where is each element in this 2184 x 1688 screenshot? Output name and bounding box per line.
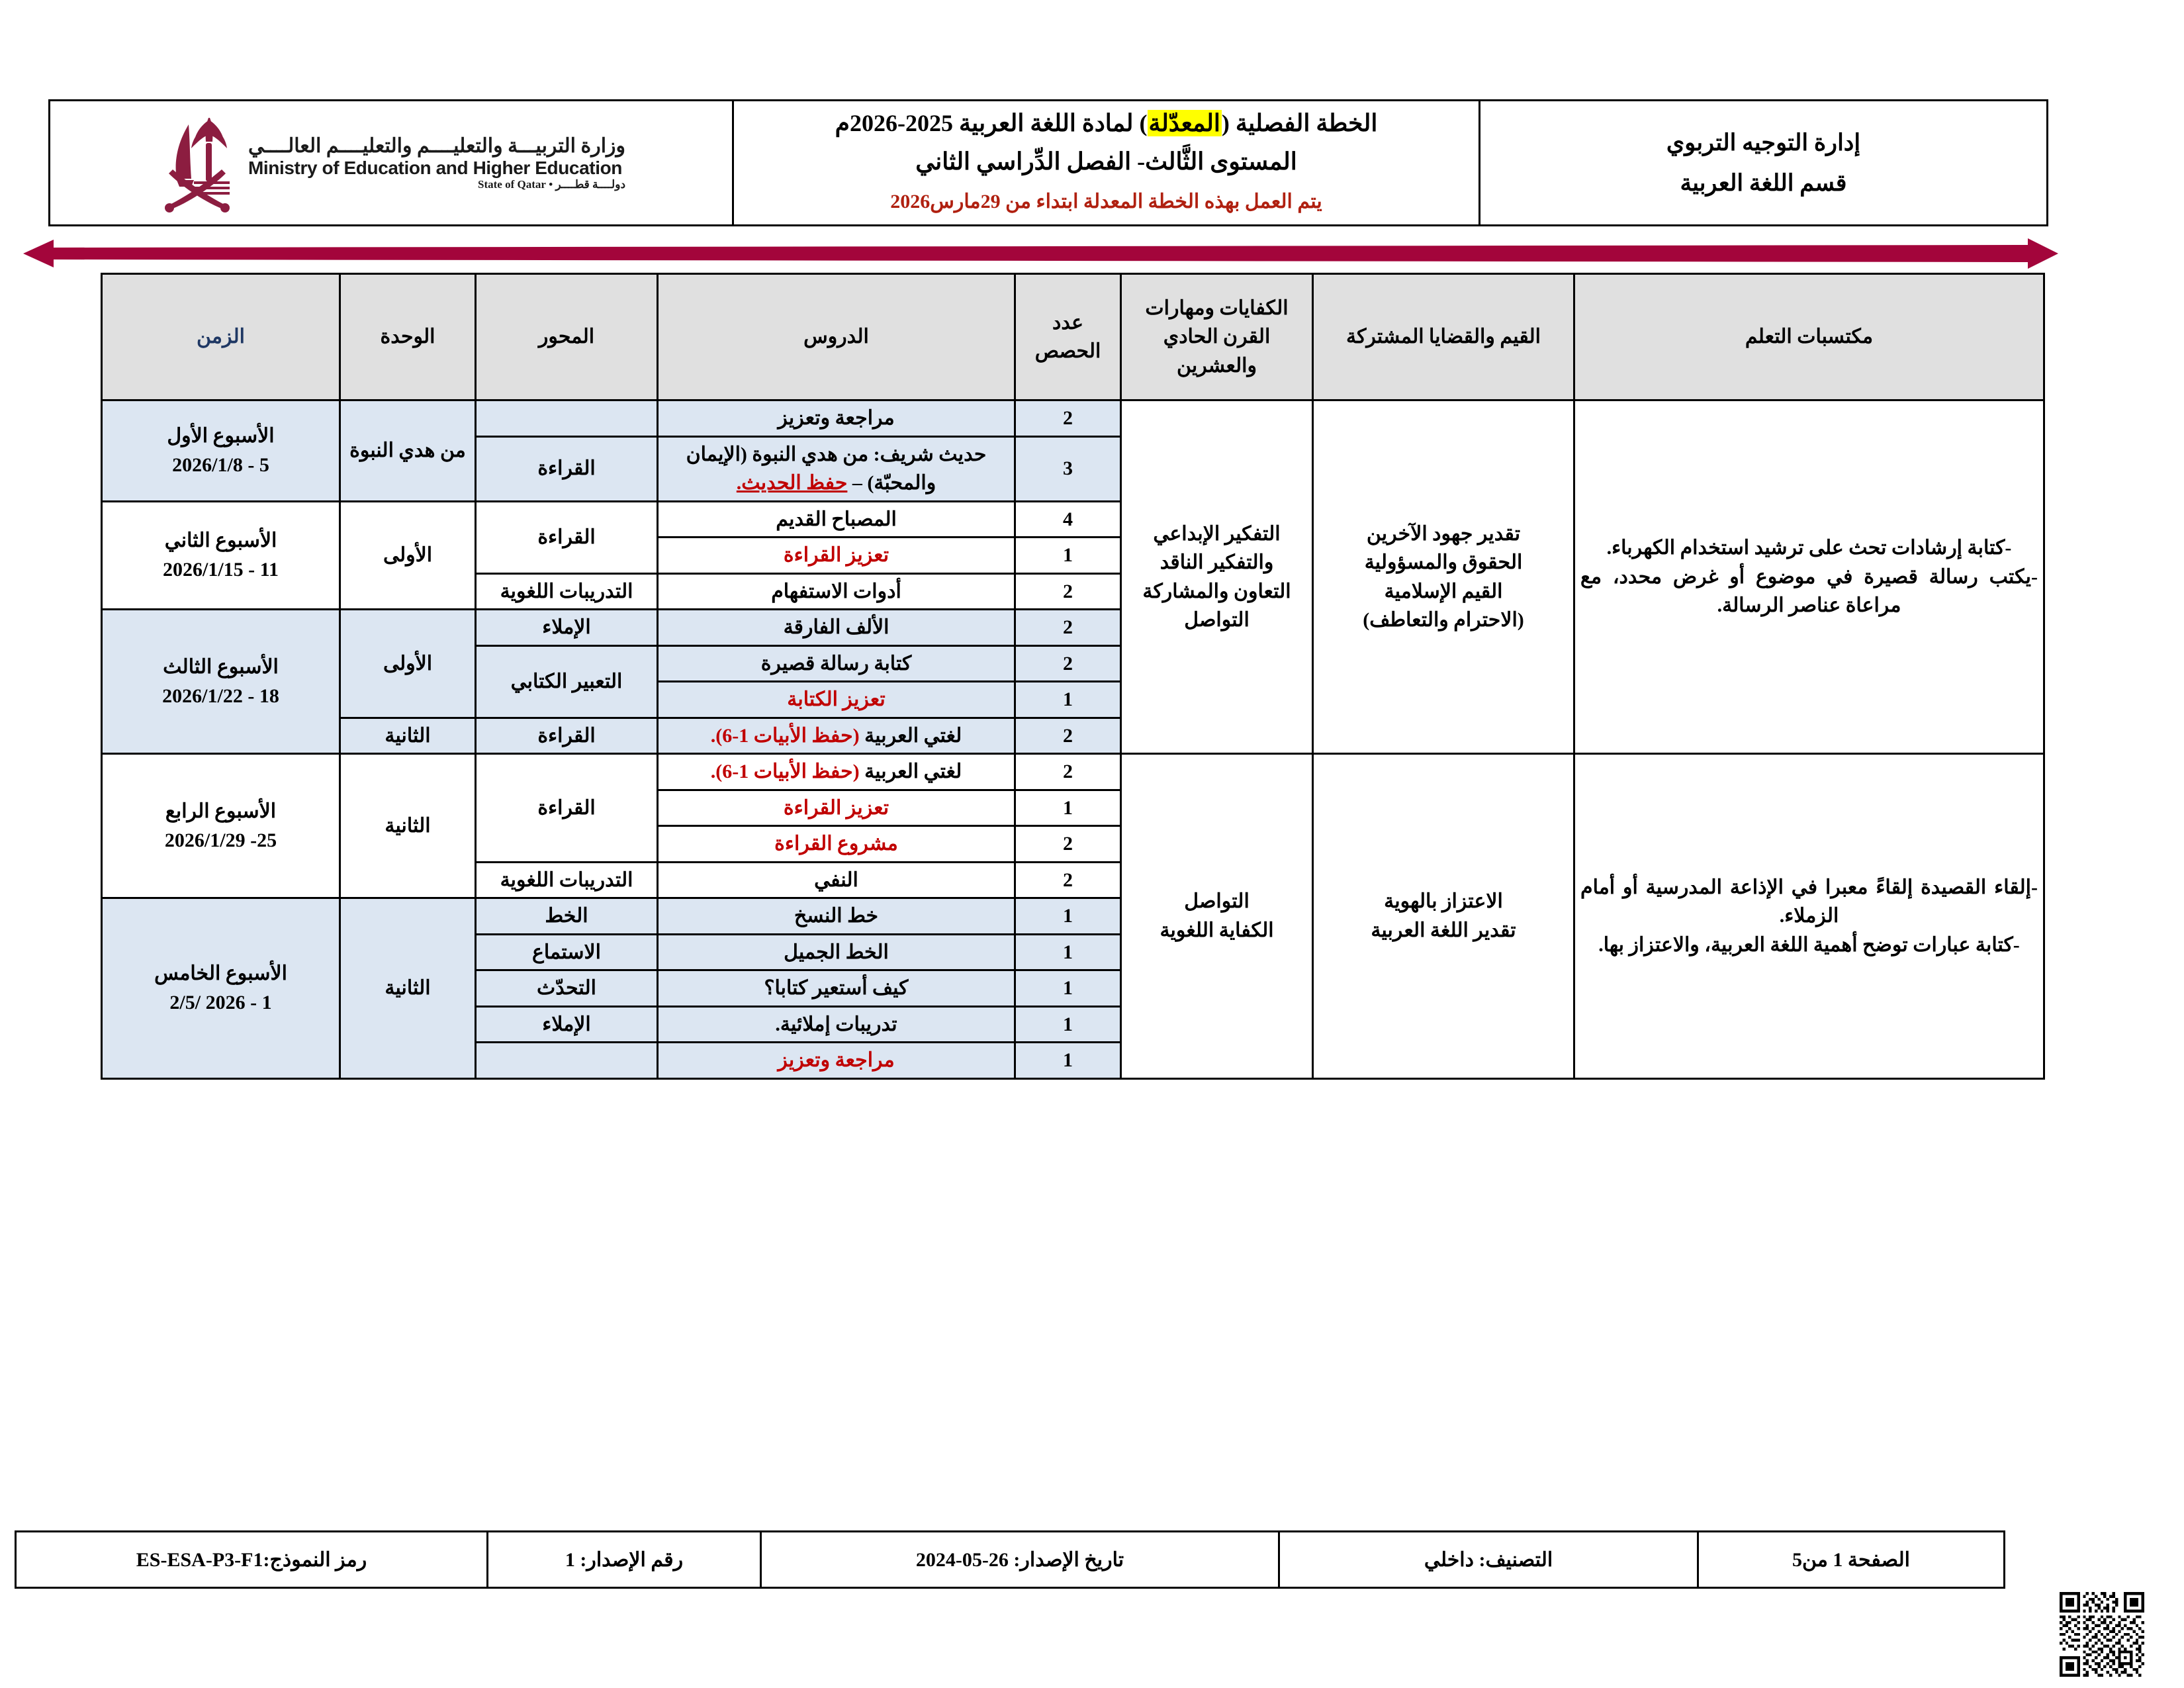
- value-item: (الاحترام والتعاطف): [1363, 609, 1524, 631]
- state-of-qatar-label: دولــــة قطــــر • State of Qatar: [478, 177, 626, 191]
- week-label: الأسبوع الرابع: [165, 800, 277, 822]
- ministry-name-arabic: وزارة التربيـــة والتعليــــم والتعليــــم العالــــي: [248, 135, 626, 157]
- lesson-title: أدوات الاستفهام: [658, 573, 1015, 610]
- value-item: تقدير اللغة العربية: [1371, 919, 1516, 941]
- unit-name: الثانية: [340, 898, 476, 1079]
- learning-outcome-item: -يكتب رسالة قصيرة في موضوع أو غرض محدد، مع مراعاة عناصر الرسالة.: [1580, 565, 2038, 617]
- week-date: 18 - 2026/1/22: [162, 684, 279, 707]
- skill-item: الكفاية اللغوية: [1160, 919, 1274, 941]
- lesson-title: تدريبات إملائية.: [658, 1006, 1015, 1043]
- axis-name: التحدّث: [476, 970, 658, 1007]
- sessions-count: 2: [1015, 826, 1121, 863]
- unit-name: الأولى: [340, 610, 476, 718]
- skills-block-1: [1121, 400, 1313, 754]
- document-footer: [15, 1530, 2005, 1589]
- learning-outcomes-block-1: [1574, 400, 2044, 754]
- sessions-count: 1: [1015, 934, 1121, 970]
- footer-issue-number: رقم الإصدار: 1: [488, 1532, 761, 1588]
- week-time-cell: [102, 610, 340, 754]
- sessions-count: 1: [1015, 538, 1121, 574]
- values-block-1: [1313, 400, 1574, 754]
- axis-name: الخط: [476, 898, 658, 935]
- column-header-learning-outcomes: مكتسبات التعلم: [1574, 274, 2044, 400]
- department-line-2: قسم اللغة العربية: [1680, 170, 1847, 196]
- lesson-title: مراجعة وتعزيز: [658, 400, 1015, 437]
- table-header-row: [102, 274, 2044, 400]
- footer-form-code: رمز النموذج:ES-ESA-P3-F1: [16, 1532, 488, 1588]
- week-label: الأسبوع الثالث: [163, 656, 279, 678]
- axis-name: القراءة: [476, 501, 658, 573]
- lesson-title: مشروع القراءة: [658, 826, 1015, 863]
- footer-classification: التصنيف: داخلي: [1279, 1532, 1698, 1588]
- axis-name: التدريبات اللغوية: [476, 573, 658, 610]
- column-header-lessons: الدروس: [658, 274, 1015, 400]
- week-time-cell: [102, 501, 340, 610]
- sessions-count: 3: [1015, 436, 1121, 501]
- footer-page-number: الصفحة 1 من5: [1698, 1532, 2005, 1588]
- week-label: الأسبوع الثاني: [164, 530, 277, 552]
- lesson-title: تعزيز القراءة: [658, 790, 1015, 826]
- value-item: تقدير جهود الآخرين: [1366, 522, 1521, 545]
- skill-item: والتفكير الناقد: [1160, 551, 1274, 573]
- sessions-count: 1: [1015, 1043, 1121, 1079]
- week-label: الأسبوع الأول: [167, 425, 275, 447]
- lesson-title: خط النسخ: [658, 898, 1015, 935]
- lesson-title: الألف الفارقة: [658, 610, 1015, 646]
- lesson-title: النفي: [658, 862, 1015, 898]
- sessions-count: 4: [1015, 501, 1121, 538]
- table-body: [102, 400, 2044, 1079]
- department-cell: [1480, 101, 2048, 226]
- table-row: [102, 754, 2044, 790]
- column-header-time: الزمن: [102, 274, 340, 400]
- axis-name: القراءة: [476, 754, 658, 863]
- qr-code-icon: [2060, 1592, 2144, 1677]
- sessions-count: 2: [1015, 573, 1121, 610]
- axis-name: الإملاء: [476, 610, 658, 646]
- skill-item: التعاون والمشاركة: [1142, 580, 1291, 602]
- week-date: 5 - 2026/1/8: [172, 453, 269, 476]
- lesson-title: حديث شريف: من هدي النبوة (الإيمان والمحبّة) – حفظ الحديث.: [658, 436, 1015, 501]
- sessions-count: 2: [1015, 862, 1121, 898]
- decorative-double-arrow-bar: [23, 238, 2058, 269]
- sessions-count: 2: [1015, 400, 1121, 437]
- sessions-count: 2: [1015, 754, 1121, 790]
- value-item: الاعتزاز بالهوية: [1384, 890, 1503, 913]
- lesson-title: الخط الجميل: [658, 934, 1015, 970]
- lesson-title: المصباح القديم: [658, 501, 1015, 538]
- column-header-skills: الكفايات ومهارات القرن الحادي والعشرين: [1121, 274, 1313, 400]
- skill-item: التواصل: [1184, 890, 1250, 913]
- qatar-ministry-emblem-icon: [157, 110, 236, 216]
- week-time-cell: [102, 898, 340, 1079]
- sessions-count: 2: [1015, 718, 1121, 754]
- plan-effective-note: يتم العمل بهذه الخطة المعدلة ابتداء من 29مارس2026: [890, 191, 1322, 212]
- lesson-title: مراجعة وتعزيز: [658, 1043, 1015, 1079]
- value-item: الحقوق والمسؤولية: [1364, 551, 1523, 573]
- column-header-unit: الوحدة: [340, 274, 476, 400]
- lesson-title: لغتي العربية (حفظ الأبيات 1-6).: [658, 718, 1015, 754]
- department-line-1: إدارة التوجيه التربوي: [1666, 129, 1861, 156]
- learning-outcome-item: -إلقاء القصيدة إلقاءً معبرا في الإذاعة المدرسية أو أمام الزملاء.: [1580, 876, 2038, 927]
- week-time-cell: [102, 400, 340, 502]
- plan-subtitle: المستوى الثَّالث- الفصل الدِّراسي الثاني: [915, 148, 1297, 175]
- plan-title: [741, 105, 1472, 141]
- unit-name: الثانية: [340, 754, 476, 898]
- sessions-count: 1: [1015, 790, 1121, 826]
- lesson-title: كتابة رسالة قصيرة: [658, 645, 1015, 682]
- document-header: [48, 99, 2048, 226]
- week-date: 11 - 2026/1/15: [162, 558, 279, 581]
- sessions-count: 1: [1015, 970, 1121, 1007]
- plan-title-highlight: المعدّلة: [1148, 110, 1220, 136]
- semester-plan-table: [101, 273, 2045, 1080]
- axis-name: الإملاء: [476, 1006, 658, 1043]
- axis-name: التعبير الكتابي: [476, 645, 658, 718]
- lesson-title: تعزيز الكتابة: [658, 682, 1015, 718]
- unit-name: الأولى: [340, 501, 476, 610]
- sessions-count: 1: [1015, 898, 1121, 935]
- column-header-sessions: عدد الحصص: [1015, 274, 1121, 400]
- learning-outcome-item: -كتابة عبارات توضح أهمية اللغة العربية، والاعتزاز بها.: [1598, 933, 2020, 956]
- column-header-values: القيم والقضايا المشتركة: [1313, 274, 1574, 400]
- week-label: الأسبوع الخامس: [154, 962, 287, 985]
- plan-title-prefix: الخطة الفصلية (: [1221, 110, 1378, 136]
- skill-item: التواصل: [1184, 609, 1250, 631]
- sessions-count: 1: [1015, 1006, 1121, 1043]
- footer-issue-date: تاريخ الإصدار: 26-05-2024: [761, 1532, 1279, 1588]
- sessions-count: 2: [1015, 610, 1121, 646]
- ministry-logo-cell: [50, 101, 733, 226]
- axis-name: الاستماع: [476, 934, 658, 970]
- value-item: القيم الإسلامية: [1384, 580, 1503, 602]
- sessions-count: 1: [1015, 682, 1121, 718]
- plan-title-suffix: ) لمادة اللغة العربية 2025-2026م: [835, 110, 1148, 136]
- axis-name: القراءة: [476, 436, 658, 501]
- axis-name: [476, 400, 658, 437]
- week-date: 1 - 2026 /2/5: [169, 991, 272, 1013]
- unit-name: من هدي النبوة: [340, 400, 476, 502]
- lesson-title: لغتي العربية (حفظ الأبيات 1-6).: [658, 754, 1015, 790]
- table-row: [102, 400, 2044, 437]
- axis-name: القراءة: [476, 718, 658, 754]
- learning-outcome-item: -كتابة إرشادات تحث على ترشيد استخدام الكهرباء.: [1606, 537, 2012, 559]
- values-block-2: [1313, 754, 1574, 1079]
- unit-name: الثانية: [340, 718, 476, 754]
- skill-item: التفكير الإبداعي: [1153, 522, 1281, 545]
- axis-name: [476, 1043, 658, 1079]
- title-cell: [733, 101, 1480, 226]
- week-date: 25- 2026/1/29: [164, 829, 277, 851]
- axis-name: التدريبات اللغوية: [476, 862, 658, 898]
- lesson-title: كيف أستعير كتابا؟: [658, 970, 1015, 1007]
- sessions-count: 2: [1015, 645, 1121, 682]
- ministry-name-english: Ministry of Education and Higher Education: [248, 157, 622, 178]
- week-time-cell: [102, 754, 340, 898]
- learning-outcomes-block-2: [1574, 754, 2044, 1079]
- skills-block-2: [1121, 754, 1313, 1079]
- column-header-axis: المحور: [476, 274, 658, 400]
- lesson-title: تعزيز القراءة: [658, 538, 1015, 574]
